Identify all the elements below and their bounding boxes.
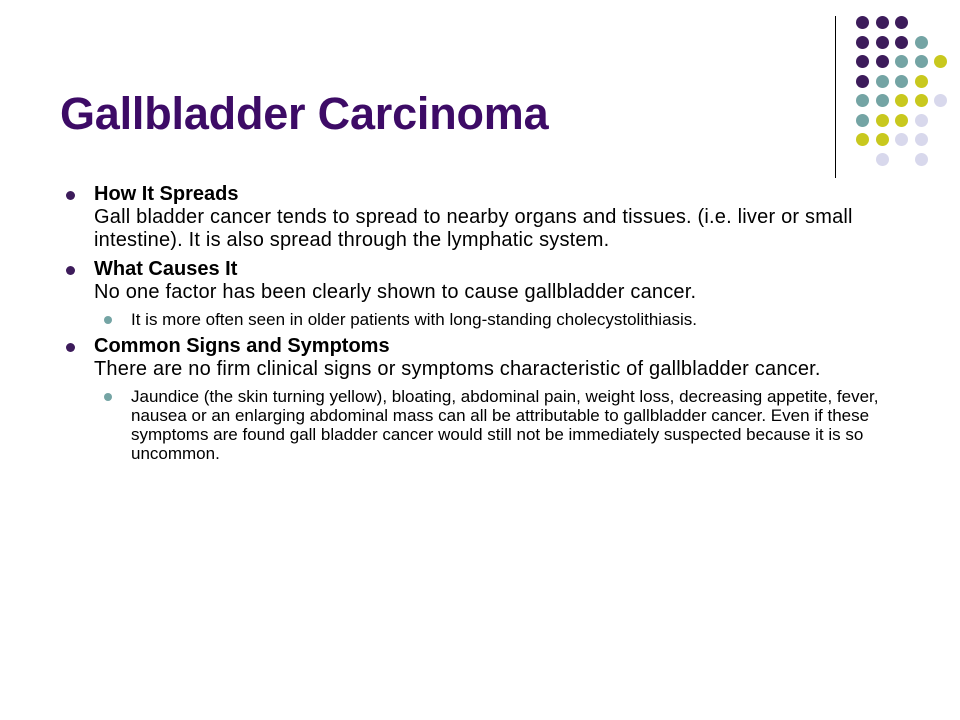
dot-teal (915, 55, 928, 68)
sub-item-text: It is more often seen in older patients with long-standing cholecystolithiasis. (131, 310, 698, 329)
dot-yellow (915, 75, 928, 88)
bullet-icon (66, 343, 75, 352)
dot-yellow (895, 94, 908, 107)
dot-purple (876, 55, 889, 68)
dot-teal (915, 36, 928, 49)
item-heading: Common Signs and Symptoms (94, 335, 390, 357)
sub-bullet-icon (104, 393, 112, 401)
dot-yellow (915, 94, 928, 107)
dot-lavender (915, 133, 928, 146)
list-item (66, 183, 906, 252)
dot-yellow (856, 133, 869, 146)
sub-list-item (94, 310, 906, 329)
item-heading: How It Spreads (94, 183, 239, 205)
dot-yellow (876, 133, 889, 146)
dot-yellow (876, 114, 889, 127)
dot-lavender (876, 153, 889, 166)
dot-teal (876, 94, 889, 107)
dot-purple (895, 36, 908, 49)
dot-purple (856, 36, 869, 49)
item-heading: What Causes It (94, 258, 238, 280)
item-body: No one factor has been clearly shown to cause gallbladder cancer. (94, 281, 697, 303)
dot-lavender (915, 114, 928, 127)
dot-purple (876, 16, 889, 29)
dot-yellow (895, 114, 908, 127)
dot-teal (895, 55, 908, 68)
dot-teal (856, 114, 869, 127)
bullet-icon (66, 266, 75, 275)
dot-purple (895, 16, 908, 29)
dot-teal (895, 75, 908, 88)
dot-purple (856, 75, 869, 88)
dot-lavender (895, 133, 908, 146)
dot-yellow (934, 55, 947, 68)
dot-purple (856, 16, 869, 29)
dot-teal (876, 75, 889, 88)
list-item (66, 258, 906, 329)
item-body: There are no firm clinical signs or symptoms characteristic of gallbladder cancer. (94, 358, 821, 380)
dot-purple (856, 55, 869, 68)
sub-bullet-icon (104, 316, 112, 324)
list-item (66, 335, 906, 463)
slide-title: Gallbladder Carcinoma (60, 88, 549, 139)
sub-item-text: Jaundice (the skin turning yellow), bloating, abdominal pain, weight loss, decreasing appetite, fever, nausea or an enlarging abdominal mass can all be attributable to gallbladder cancer. Even if these symptoms are found gall bladder cancer would still not be immediately suspected because it is so uncommon. (131, 387, 879, 463)
bullet-list (66, 183, 906, 469)
item-body: Gall bladder cancer tends to spread to nearby organs and tissues. (i.e. liver or small intestine). It is also spread through the lymphatic system. (94, 206, 853, 251)
dot-teal (856, 94, 869, 107)
bullet-icon (66, 191, 75, 200)
sub-list-item (94, 387, 906, 463)
dot-lavender (934, 94, 947, 107)
dot-purple (876, 36, 889, 49)
dot-lavender (915, 153, 928, 166)
